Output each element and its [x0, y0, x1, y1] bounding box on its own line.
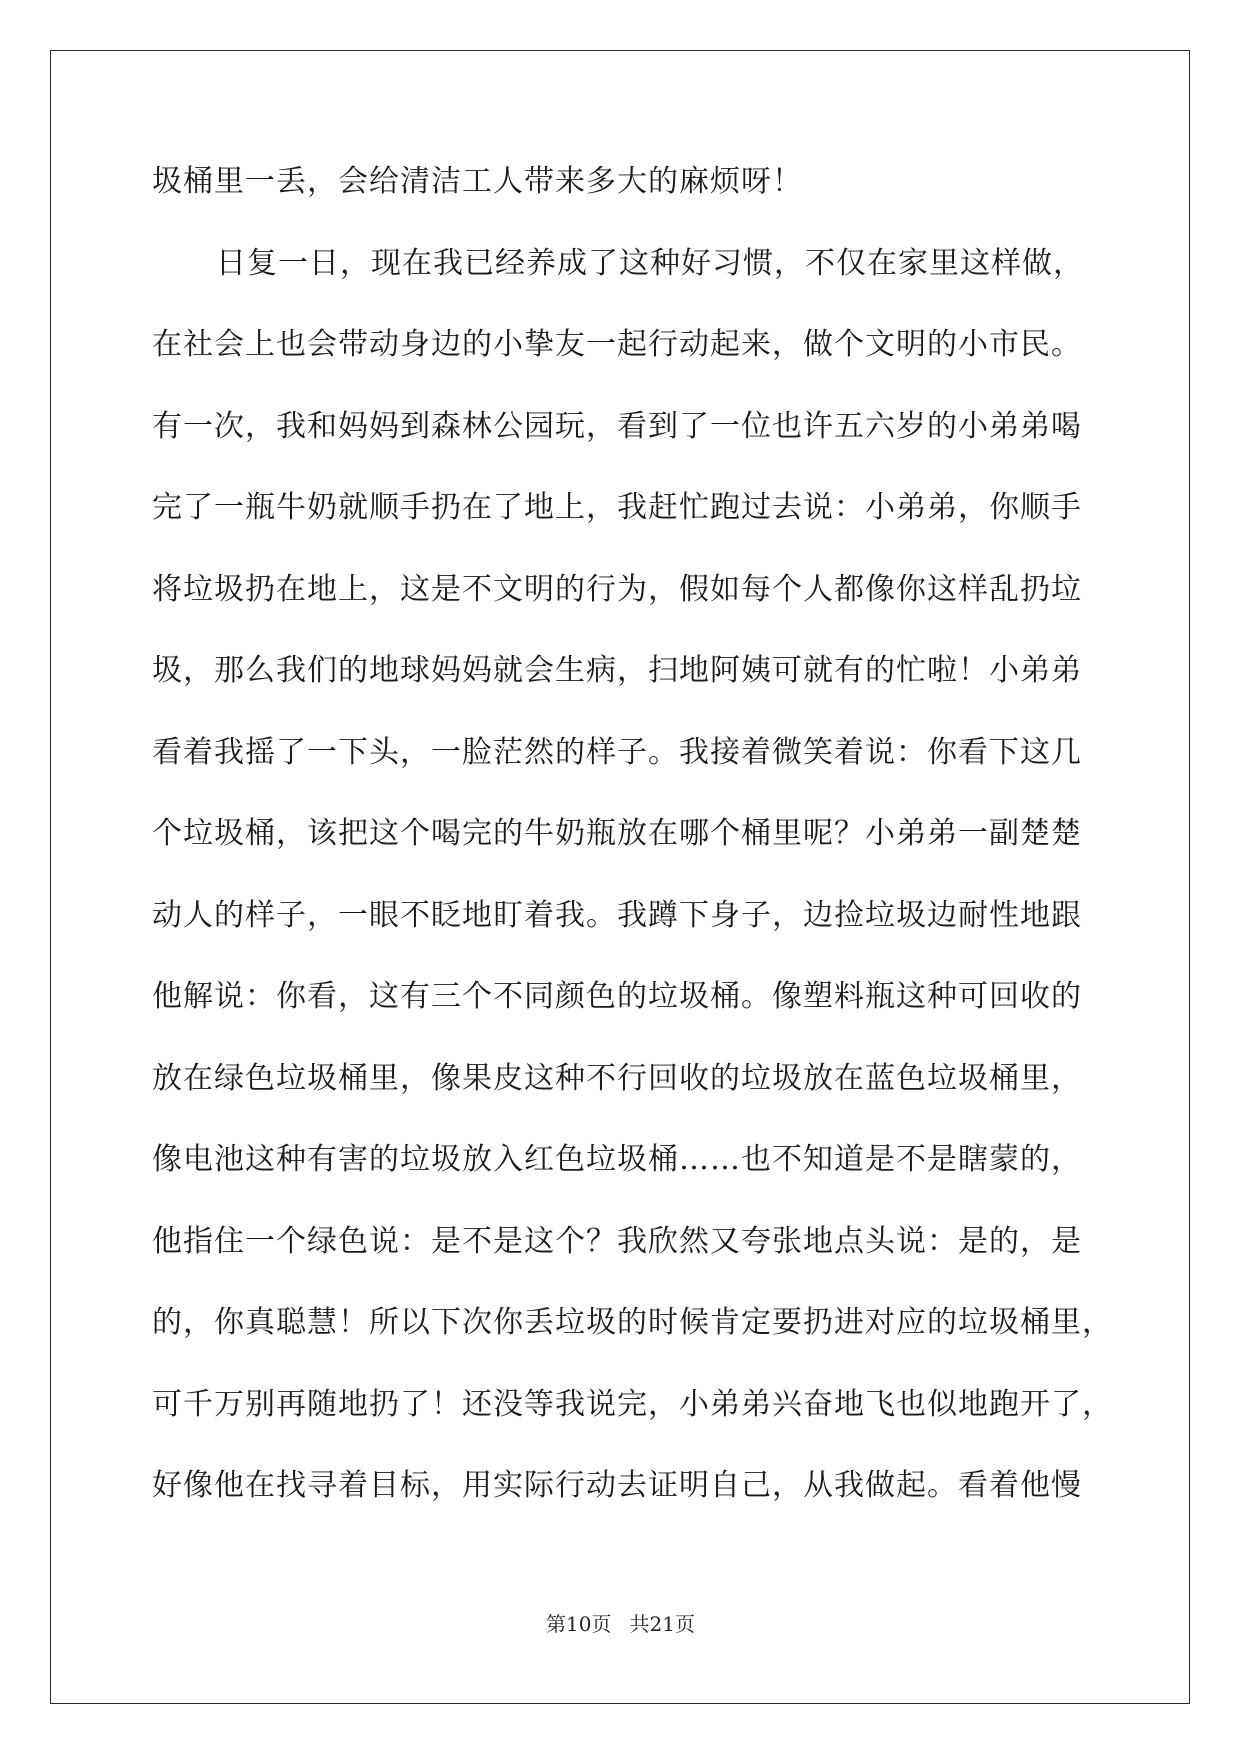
document-body — [152, 160, 1113, 1546]
text-line: 他解说：你看，这有三个不同颜色的垃圾桶。像塑料瓶这种可回收的 — [152, 979, 1082, 1014]
text-line: 圾桶里一丢，会给清洁工人带来多大的麻烦呀！ — [152, 164, 803, 199]
page-number: 第10页 — [546, 1612, 612, 1636]
text-line: 好像他在找寻着目标，用实际行动去证明自己，从我做起。看着他慢 — [152, 1468, 1082, 1503]
text-line: 动人的样子，一眼不眨地盯着我。我蹲下身子，边捡垃圾边耐性地跟 — [152, 897, 1082, 933]
text-line: 可千万别再随地扔了！还没等我说完，小弟弟兴奋地飞也似地跑开了， — [152, 1386, 1113, 1422]
text-line: 完了一瓶牛奶就顺手扔在了地上，我赶忙跑过去说：小弟弟，你顺手 — [152, 490, 1082, 525]
text-line: 在社会上也会带动身边的小挚友一起行动起来，做个文明的小市民。 — [152, 327, 1082, 362]
text-line: 放在绿色垃圾桶里，像果皮这种不行回收的垃圾放在蓝色垃圾桶里， — [152, 1060, 1082, 1096]
text-line: 有一次，我和妈妈到森林公园玩，看到了一位也许五六岁的小弟弟喝 — [152, 408, 1082, 444]
text-line: 日复一日，现在我已经养成了这种好习惯，不仅在家里这样做， — [216, 245, 1084, 281]
text-line: 圾，那么我们的地球妈妈就会生病，扫地阿姨可就有的忙啦！小弟弟 — [152, 653, 1082, 688]
text-line: 个垃圾桶，该把这个喝完的牛奶瓶放在哪个桶里呢？小弟弟一副楚楚 — [152, 816, 1082, 851]
text-line: 他指住一个绿色说：是不是这个？我欣然又夸张地点头说：是的，是 — [152, 1223, 1082, 1259]
page-total: 共21页 — [629, 1612, 695, 1636]
text-line: 将垃圾扔在地上，这是不文明的行为，假如每个人都像你这样乱扔垃 — [152, 571, 1082, 607]
text-line: 的，你真聪慧！所以下次你丢垃圾的时候肯定要扔进对应的垃圾桶里， — [152, 1305, 1113, 1340]
text-line: 看着我摇了一下头，一脸茫然的样子。我接着微笑着说：你看下这几 — [152, 734, 1082, 770]
page-footer — [0, 1612, 1241, 1636]
text-line: 像电池这种有害的垃圾放入红色垃圾桶……也不知道是不是瞎蒙的， — [152, 1142, 1082, 1177]
